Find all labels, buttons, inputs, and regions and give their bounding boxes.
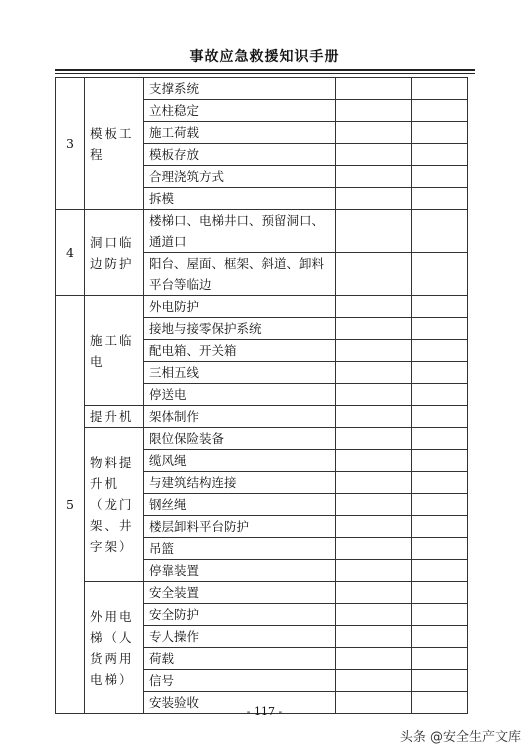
blank-cell (336, 166, 412, 188)
blank-cell (336, 188, 412, 210)
blank-cell (336, 494, 412, 516)
item-cell: 信号 (144, 670, 336, 692)
blank-cell (336, 538, 412, 560)
blank-cell (412, 406, 468, 428)
blank-cell (336, 670, 412, 692)
table-row (56, 582, 468, 604)
item-cell: 合理浇筑方式 (144, 166, 336, 188)
blank-cell (412, 626, 468, 648)
item-cell: 模板存放 (144, 144, 336, 166)
item-cell: 拆模 (144, 188, 336, 210)
inspection-checklist-table (55, 77, 468, 714)
blank-cell (412, 604, 468, 626)
blank-cell (412, 516, 468, 538)
blank-cell (336, 450, 412, 472)
blank-cell (412, 188, 468, 210)
blank-cell (336, 253, 412, 296)
table-row (56, 428, 468, 450)
blank-cell (412, 318, 468, 340)
item-cell: 吊篮 (144, 538, 336, 560)
blank-cell (336, 472, 412, 494)
row-number: 4 (56, 210, 85, 296)
blank-cell (412, 582, 468, 604)
item-cell: 接地与接零保护系统 (144, 318, 336, 340)
blank-cell (336, 384, 412, 406)
blank-cell (412, 122, 468, 144)
item-cell: 楼梯口、电梯井口、预留洞口、通道口 (144, 210, 336, 253)
blank-cell (336, 648, 412, 670)
blank-cell (412, 538, 468, 560)
blank-cell (336, 318, 412, 340)
blank-cell (336, 362, 412, 384)
blank-cell (412, 670, 468, 692)
blank-cell (336, 144, 412, 166)
blank-cell (412, 210, 468, 253)
item-cell: 安全装置 (144, 582, 336, 604)
blank-cell (412, 428, 468, 450)
item-cell: 缆风绳 (144, 450, 336, 472)
blank-cell (412, 648, 468, 670)
item-cell: 停送电 (144, 384, 336, 406)
blank-cell (412, 560, 468, 582)
item-cell: 阳台、屋面、框架、斜道、卸料平台等临边 (144, 253, 336, 296)
item-cell: 荷载 (144, 648, 336, 670)
row-number: 5 (56, 296, 85, 714)
blank-cell (412, 472, 468, 494)
item-cell: 停靠装置 (144, 560, 336, 582)
item-cell: 安全防护 (144, 604, 336, 626)
blank-cell (412, 253, 468, 296)
page-number: - 117 - (246, 705, 283, 718)
item-cell: 配电箱、开关箱 (144, 340, 336, 362)
blank-cell (336, 516, 412, 538)
blank-cell (412, 450, 468, 472)
blank-cell (336, 78, 412, 100)
blank-cell (412, 494, 468, 516)
category-cell: 外用电梯（人货两用电梯） (85, 582, 144, 714)
table-row (56, 296, 468, 318)
category-cell: 提升机 (85, 406, 144, 428)
item-cell: 三相五线 (144, 362, 336, 384)
category-cell: 洞口临边防护 (85, 210, 144, 296)
blank-cell (412, 144, 468, 166)
source-watermark: 头条 @安全生产文库 (399, 730, 521, 745)
blank-cell (336, 210, 412, 253)
item-cell: 安装验收 (144, 692, 336, 714)
blank-cell (336, 406, 412, 428)
blank-cell (412, 166, 468, 188)
item-cell: 楼层卸料平台防护 (144, 516, 336, 538)
blank-cell (412, 100, 468, 122)
item-cell: 限位保险装备 (144, 428, 336, 450)
blank-cell (336, 340, 412, 362)
blank-cell (412, 296, 468, 318)
blank-cell (412, 362, 468, 384)
blank-cell (336, 604, 412, 626)
blank-cell (336, 428, 412, 450)
category-cell: 施工临电 (85, 296, 144, 406)
blank-cell (336, 100, 412, 122)
blank-cell (336, 626, 412, 648)
blank-cell (336, 122, 412, 144)
category-cell: 模板工程 (85, 78, 144, 210)
blank-cell (336, 582, 412, 604)
item-cell: 支撑系统 (144, 78, 336, 100)
table-row (56, 406, 468, 428)
item-cell: 与建筑结构连接 (144, 472, 336, 494)
header-rule (55, 69, 475, 71)
blank-cell (412, 384, 468, 406)
item-cell: 外电防护 (144, 296, 336, 318)
header-rule-thin (55, 73, 475, 74)
blank-cell (412, 78, 468, 100)
item-cell: 施工荷载 (144, 122, 336, 144)
blank-cell (336, 296, 412, 318)
item-cell: 钢丝绳 (144, 494, 336, 516)
blank-cell (412, 340, 468, 362)
item-cell: 立柱稳定 (144, 100, 336, 122)
item-cell: 架体制作 (144, 406, 336, 428)
table-row (56, 78, 468, 100)
page-header-title: 事故应急救援知识手册 (189, 49, 340, 65)
item-cell: 专人操作 (144, 626, 336, 648)
table-row (56, 210, 468, 253)
category-cell: 物料提升机（龙门架、井字架） (85, 428, 144, 582)
row-number: 3 (56, 78, 85, 210)
blank-cell (336, 560, 412, 582)
